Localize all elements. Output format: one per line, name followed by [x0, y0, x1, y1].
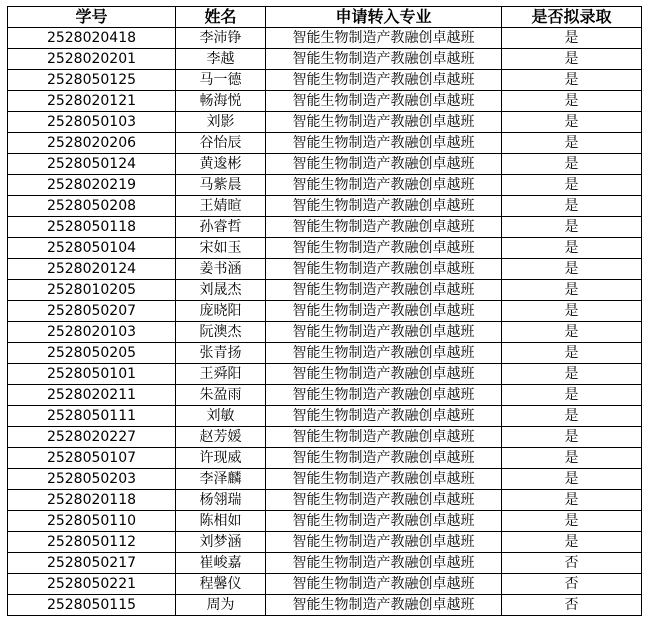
- student-id-cell: 2528050111: [8, 406, 176, 427]
- name-cell: 周为: [176, 595, 266, 616]
- name-cell: 孙睿哲: [176, 217, 266, 238]
- table-row: [8, 259, 642, 280]
- major-cell: 智能生物制造产教融创卓越班: [266, 532, 502, 553]
- table-row: [8, 406, 642, 427]
- name-cell: 陈相如: [176, 511, 266, 532]
- name-cell: 王婧暄: [176, 196, 266, 217]
- major-cell: 智能生物制造产教融创卓越班: [266, 280, 502, 301]
- table-row: [8, 70, 642, 91]
- student-id-cell: 2528050207: [8, 301, 176, 322]
- table-row: [8, 154, 642, 175]
- table-row: [8, 133, 642, 154]
- name-cell: 畅海悦: [176, 91, 266, 112]
- major-cell: 智能生物制造产教融创卓越班: [266, 574, 502, 595]
- student-id-cell: 2528050208: [8, 196, 176, 217]
- name-cell: 李沛铮: [176, 28, 266, 49]
- admitted-cell: 是: [502, 154, 642, 175]
- admitted-cell: 是: [502, 385, 642, 406]
- name-cell: 李泽麟: [176, 469, 266, 490]
- table-row: [8, 427, 642, 448]
- admitted-cell: 是: [502, 301, 642, 322]
- student-id-cell: 2528050124: [8, 154, 176, 175]
- major-cell: 智能生物制造产教融创卓越班: [266, 154, 502, 175]
- major-cell: 智能生物制造产教融创卓越班: [266, 238, 502, 259]
- admitted-cell: 否: [502, 574, 642, 595]
- name-cell: 谷怡辰: [176, 133, 266, 154]
- student-id-cell: 2528020418: [8, 28, 176, 49]
- table-row: [8, 343, 642, 364]
- table-row: [8, 595, 642, 616]
- name-cell: 姜书涵: [176, 259, 266, 280]
- table-row: [8, 49, 642, 70]
- major-cell: 智能生物制造产教融创卓越班: [266, 49, 502, 70]
- admitted-cell: 是: [502, 427, 642, 448]
- major-cell: 智能生物制造产教融创卓越班: [266, 511, 502, 532]
- major-cell: 智能生物制造产教融创卓越班: [266, 217, 502, 238]
- major-cell: 智能生物制造产教融创卓越班: [266, 406, 502, 427]
- student-id-cell: 2528050221: [8, 574, 176, 595]
- admitted-cell: 是: [502, 322, 642, 343]
- admitted-cell: 是: [502, 448, 642, 469]
- name-cell: 李越: [176, 49, 266, 70]
- major-cell: 智能生物制造产教融创卓越班: [266, 343, 502, 364]
- header-student-id: 学号: [8, 7, 176, 28]
- table-row: [8, 217, 642, 238]
- name-cell: 马一德: [176, 70, 266, 91]
- header-row: [8, 7, 642, 28]
- major-cell: 智能生物制造产教融创卓越班: [266, 385, 502, 406]
- admission-list-sheet: [7, 6, 642, 616]
- table-row: [8, 469, 642, 490]
- student-id-cell: 2528020201: [8, 49, 176, 70]
- major-cell: 智能生物制造产教融创卓越班: [266, 196, 502, 217]
- name-cell: 刘敏: [176, 406, 266, 427]
- table-row: [8, 553, 642, 574]
- major-cell: 智能生物制造产教融创卓越班: [266, 448, 502, 469]
- student-id-cell: 2528050118: [8, 217, 176, 238]
- major-cell: 智能生物制造产教融创卓越班: [266, 70, 502, 91]
- admitted-cell: 是: [502, 28, 642, 49]
- table-row: [8, 532, 642, 553]
- major-cell: 智能生物制造产教融创卓越班: [266, 175, 502, 196]
- admitted-cell: 是: [502, 217, 642, 238]
- major-cell: 智能生物制造产教融创卓越班: [266, 133, 502, 154]
- admission-table: [7, 6, 642, 616]
- major-cell: 智能生物制造产教融创卓越班: [266, 259, 502, 280]
- name-cell: 朱盈雨: [176, 385, 266, 406]
- table-row: [8, 196, 642, 217]
- admitted-cell: 是: [502, 49, 642, 70]
- name-cell: 程馨仪: [176, 574, 266, 595]
- table-row: [8, 490, 642, 511]
- student-id-cell: 2528050115: [8, 595, 176, 616]
- table-row: [8, 280, 642, 301]
- student-id-cell: 2528020206: [8, 133, 176, 154]
- student-id-cell: 2528020124: [8, 259, 176, 280]
- admitted-cell: 是: [502, 70, 642, 91]
- admitted-cell: 是: [502, 112, 642, 133]
- student-id-cell: 2528050107: [8, 448, 176, 469]
- admitted-cell: 是: [502, 280, 642, 301]
- admitted-cell: 否: [502, 553, 642, 574]
- header-name: 姓名: [176, 7, 266, 28]
- major-cell: 智能生物制造产教融创卓越班: [266, 322, 502, 343]
- student-id-cell: 2528050101: [8, 364, 176, 385]
- major-cell: 智能生物制造产教融创卓越班: [266, 28, 502, 49]
- table-body: [8, 28, 642, 616]
- major-cell: 智能生物制造产教融创卓越班: [266, 490, 502, 511]
- student-id-cell: 2528020211: [8, 385, 176, 406]
- admitted-cell: 否: [502, 595, 642, 616]
- admitted-cell: 是: [502, 364, 642, 385]
- major-cell: 智能生物制造产教融创卓越班: [266, 595, 502, 616]
- table-row: [8, 91, 642, 112]
- student-id-cell: 2528050125: [8, 70, 176, 91]
- name-cell: 刘影: [176, 112, 266, 133]
- table-row: [8, 112, 642, 133]
- table-row: [8, 364, 642, 385]
- student-id-cell: 2528050112: [8, 532, 176, 553]
- name-cell: 马紫晨: [176, 175, 266, 196]
- name-cell: 刘晟杰: [176, 280, 266, 301]
- major-cell: 智能生物制造产教融创卓越班: [266, 301, 502, 322]
- table-row: [8, 574, 642, 595]
- table-row: [8, 385, 642, 406]
- admitted-cell: 是: [502, 196, 642, 217]
- admitted-cell: 是: [502, 490, 642, 511]
- major-cell: 智能生物制造产教融创卓越班: [266, 364, 502, 385]
- admitted-cell: 是: [502, 238, 642, 259]
- student-id-cell: 2528050110: [8, 511, 176, 532]
- table-row: [8, 448, 642, 469]
- table-header: [8, 7, 642, 28]
- table-row: [8, 175, 642, 196]
- admitted-cell: 是: [502, 133, 642, 154]
- major-cell: 智能生物制造产教融创卓越班: [266, 553, 502, 574]
- table-row: [8, 301, 642, 322]
- name-cell: 许现威: [176, 448, 266, 469]
- major-cell: 智能生物制造产教融创卓越班: [266, 427, 502, 448]
- student-id-cell: 2528050217: [8, 553, 176, 574]
- student-id-cell: 2528020118: [8, 490, 176, 511]
- table-row: [8, 28, 642, 49]
- student-id-cell: 2528020227: [8, 427, 176, 448]
- student-id-cell: 2528050203: [8, 469, 176, 490]
- admitted-cell: 是: [502, 175, 642, 196]
- major-cell: 智能生物制造产教融创卓越班: [266, 91, 502, 112]
- major-cell: 智能生物制造产教融创卓越班: [266, 112, 502, 133]
- name-cell: 宋如玉: [176, 238, 266, 259]
- admitted-cell: 是: [502, 406, 642, 427]
- name-cell: 赵芳媛: [176, 427, 266, 448]
- name-cell: 阮澳杰: [176, 322, 266, 343]
- student-id-cell: 2528020219: [8, 175, 176, 196]
- admitted-cell: 是: [502, 259, 642, 280]
- admitted-cell: 是: [502, 343, 642, 364]
- admitted-cell: 是: [502, 511, 642, 532]
- name-cell: 庞晓阳: [176, 301, 266, 322]
- student-id-cell: 2528050103: [8, 112, 176, 133]
- name-cell: 杨翎瑞: [176, 490, 266, 511]
- admitted-cell: 是: [502, 91, 642, 112]
- table-row: [8, 238, 642, 259]
- student-id-cell: 2528050205: [8, 343, 176, 364]
- major-cell: 智能生物制造产教融创卓越班: [266, 469, 502, 490]
- header-admitted: 是否拟录取: [502, 7, 642, 28]
- table-row: [8, 322, 642, 343]
- name-cell: 张青扬: [176, 343, 266, 364]
- name-cell: 崔峻嘉: [176, 553, 266, 574]
- student-id-cell: 2528020121: [8, 91, 176, 112]
- student-id-cell: 2528050104: [8, 238, 176, 259]
- admitted-cell: 是: [502, 469, 642, 490]
- student-id-cell: 2528020103: [8, 322, 176, 343]
- admitted-cell: 是: [502, 532, 642, 553]
- name-cell: 刘梦涵: [176, 532, 266, 553]
- table-row: [8, 511, 642, 532]
- student-id-cell: 2528010205: [8, 280, 176, 301]
- name-cell: 王舜阳: [176, 364, 266, 385]
- header-major: 申请转入专业: [266, 7, 502, 28]
- name-cell: 黄逡彬: [176, 154, 266, 175]
